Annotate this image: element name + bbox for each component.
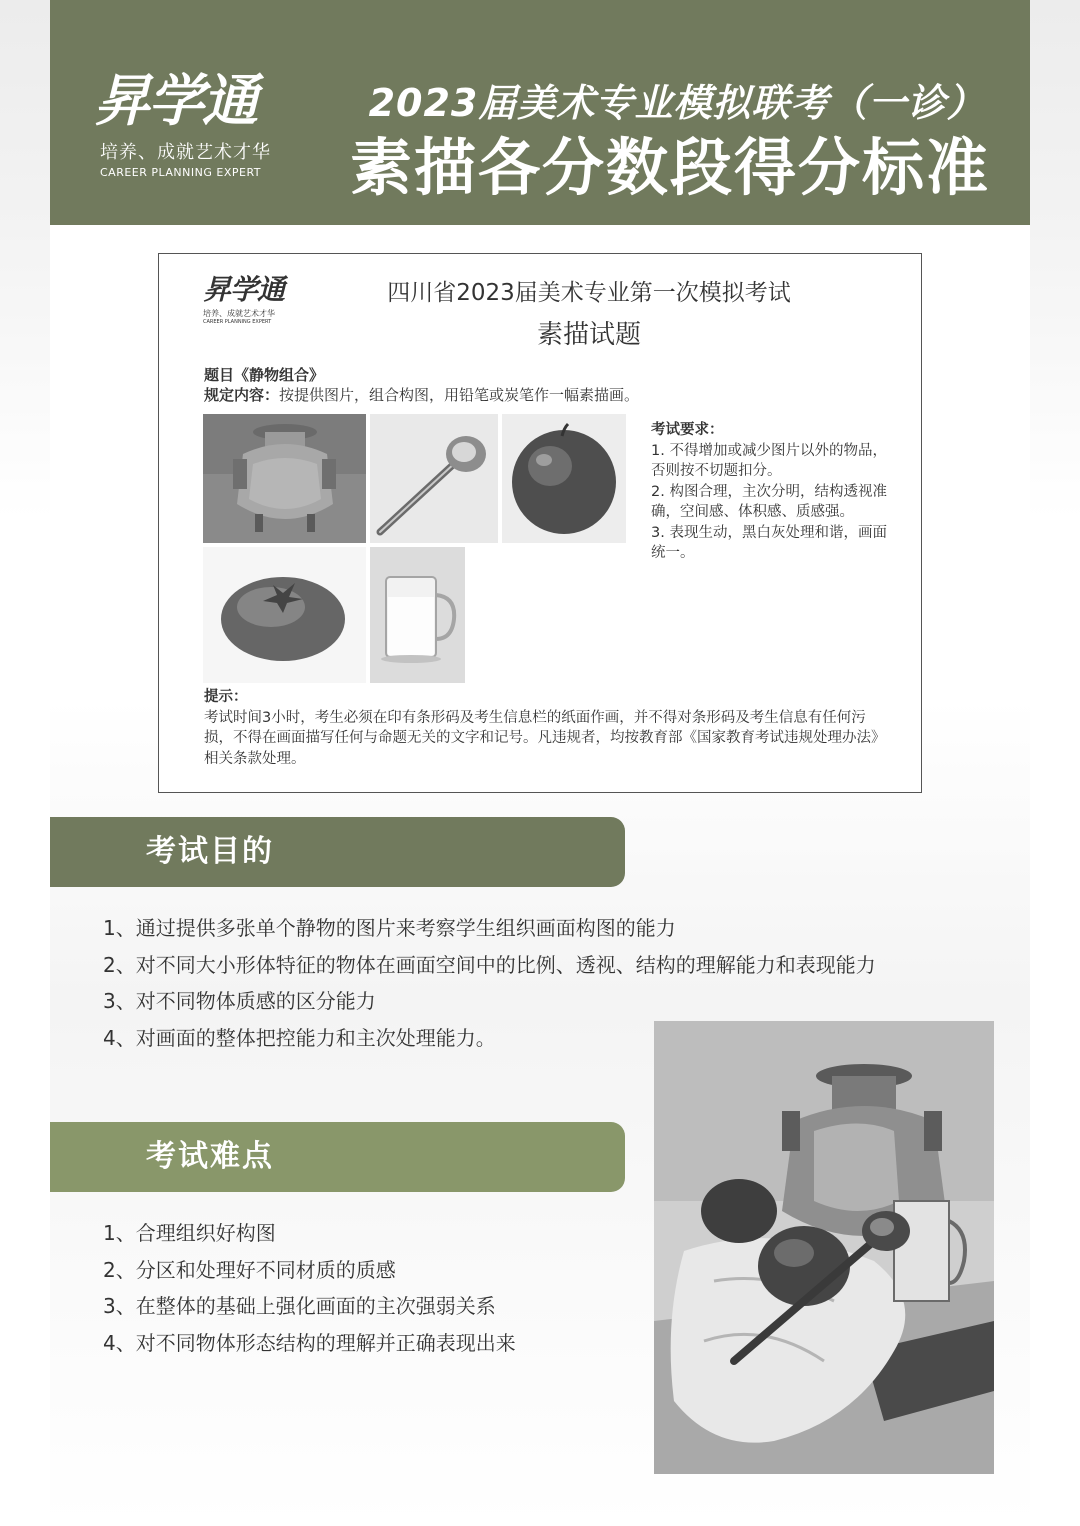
requirement-item: 1. 不得增加或减少图片以外的物品，否则按不切题扣分。 xyxy=(651,442,887,479)
list-item: 2、分区和处理好不同材质的质感 xyxy=(103,1257,396,1282)
exam-title: 四川省2023届美术专业第一次模拟考试 xyxy=(387,280,791,306)
sample-sketch-image xyxy=(654,1021,994,1474)
exam-logo-main: 昇学通 xyxy=(203,273,285,306)
logo-slogan: 培养、成就艺术才华 xyxy=(100,142,271,163)
list-item: 3、在整体的基础上强化画面的主次强弱关系 xyxy=(103,1294,496,1318)
header-banner xyxy=(50,0,1030,225)
brand-logo xyxy=(94,70,294,190)
difficulty-list xyxy=(103,1215,516,1361)
exam-subtitle: 素描试题 xyxy=(536,320,641,350)
logo-english: CAREER PLANNING EXPERT xyxy=(100,166,262,179)
list-item: 2、对不同大小形体特征的物体在画面空间中的比例、透视、结构的理解能力和表现能力 xyxy=(103,952,876,977)
exam-content-text: 按提供图片，组合构图，用铅笔或炭笔作一幅素描画。 xyxy=(279,386,640,404)
requirements-title: 考试要求： xyxy=(651,422,724,438)
exam-logo-english: CAREER PLANNING EXPERT xyxy=(203,319,272,325)
list-item: 1、合理组织好构图 xyxy=(103,1221,276,1245)
exam-requirements xyxy=(651,420,891,564)
hint-title: 提示： xyxy=(204,689,248,705)
exam-content xyxy=(204,384,639,405)
exam-content-label: 规定内容： xyxy=(204,386,280,404)
header-title: 素描各分数段得分标准 xyxy=(349,131,990,204)
list-item: 3、对不同物体质感的区分能力 xyxy=(103,989,376,1013)
list-item: 4、对不同物体形态结构的理解并正确表现出来 xyxy=(103,1330,516,1355)
exam-paper xyxy=(158,253,922,793)
hint-text: 考试时间3小时，考生必须在印有条形码及考生信息栏的纸面作画，并不得对条形码及考生信息有任何污损，不得在画面描写任何与命题无关的文字和记号。凡违规者，均按教育部《国家教育考试违规处理办法》相关条款处理。 xyxy=(204,709,879,767)
requirement-item: 2. 构图合理，主次分明，结构透视准确，空间感、体积感、质感强。 xyxy=(651,483,887,520)
exam-hint xyxy=(204,687,884,769)
list-item: 1、通过提供多张单个静物的图片来考察学生组织画面构图的能力 xyxy=(103,916,676,940)
requirement-item: 3. 表现生动，黑白灰处理和谐，画面统一。 xyxy=(651,524,887,561)
section-difficulty-header: 考试难点 xyxy=(50,1122,625,1192)
header-subtitle: 2023届美术专业模拟联考（一诊） xyxy=(368,81,986,125)
section-purpose-header: 考试目的 xyxy=(50,817,625,887)
exam-logo-slogan: 培养、成就艺术才华 xyxy=(203,309,275,318)
apple-photo xyxy=(502,414,626,543)
ladle-photo xyxy=(370,414,498,543)
logo-main-text: 昇学通 xyxy=(94,69,256,134)
exam-logo xyxy=(203,274,293,325)
tomato-photo xyxy=(203,547,366,683)
jar-photo xyxy=(203,414,366,543)
exam-topic: 题目《静物组合》 xyxy=(204,366,325,384)
milk-glass-photo xyxy=(370,547,465,683)
list-item: 4、对画面的整体把控能力和主次处理能力。 xyxy=(103,1025,496,1050)
